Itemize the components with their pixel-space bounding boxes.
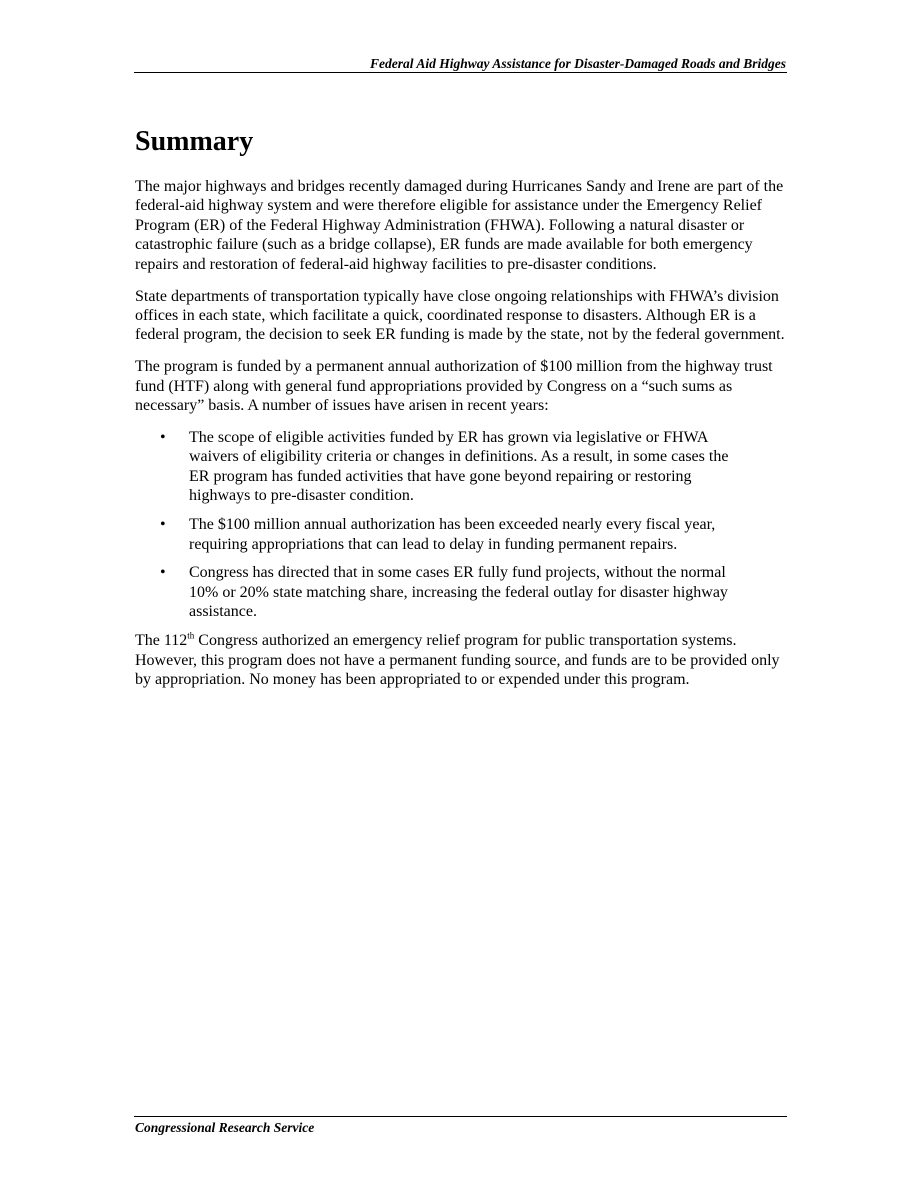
list-item-text: Congress has directed that in some cases ER fully fund projects, without the normal 10% or 20% state matching share, increasing the federal outlay for disaster highway assistance. bbox=[189, 564, 728, 621]
ordinal-superscript: th bbox=[187, 630, 195, 641]
running-header: Federal Aid Highway Assistance for Disaster-Damaged Roads and Bridges bbox=[369, 56, 786, 71]
paragraph-2: State departments of transportation typically have close ongoing relationships with FHWA’s division offices in each state, which facilitate a quick, coordinated response to disasters. Although ER is a federal program, the decision to seek ER funding is made by the state, not by the federal government. bbox=[135, 287, 785, 344]
list-item bbox=[135, 563, 741, 621]
paragraph-4-lead: The 112 bbox=[135, 632, 188, 650]
list-item-text: The $100 million annual authorization has been exceeded nearly every fiscal year, requiring appropriations that can lead to delay in funding permanent repairs. bbox=[189, 516, 716, 553]
bullet-icon: • bbox=[160, 516, 166, 534]
section-title: Summary bbox=[135, 126, 254, 157]
bullet-icon: • bbox=[160, 428, 166, 446]
list-item bbox=[135, 428, 741, 506]
list-item-text: The scope of eligible activities funded by ER has grown via legislative or FHWA waivers of eligibility criteria or changes in definitions. As a result, in some cases the ER program has funded activities that have gone beyond repairing or restoring highways to pre-disaster condition. bbox=[189, 428, 729, 505]
paragraph-4-rest: Congress authorized an emergency relief program for public transportation systems. However, this program does not have a permanent funding source, and funds are to be provided only by appropriation. No money has been appropriated to or expended under this program. bbox=[135, 632, 780, 688]
paragraph-1: The major highways and bridges recently damaged during Hurricanes Sandy and Irene are part of the federal-aid highway system and were therefore eligible for assistance under the Emergency Relief Program (ER) of the Federal Highway Administration (FHWA). Following a natural disaster or catastrophic failure (such as a bridge collapse), ER funds are made available for both emergency repairs and restoration of federal-aid highway facilities to pre-disaster conditions. bbox=[135, 178, 784, 273]
paragraph-3: The program is funded by a permanent annual authorization of $100 million from the highway trust fund (HTF) along with general fund appropriations provided by Congress on a “such sums as necessary” basis. A number of issues have arisen in recent years: bbox=[135, 358, 773, 415]
document-body bbox=[135, 177, 789, 702]
header-rule bbox=[134, 72, 787, 73]
paragraph-4 bbox=[135, 631, 789, 689]
issues-list bbox=[135, 428, 789, 622]
bullet-icon: • bbox=[160, 564, 166, 582]
running-footer: Congressional Research Service bbox=[135, 1120, 315, 1135]
footer-rule bbox=[134, 1116, 787, 1117]
list-item bbox=[135, 515, 741, 554]
